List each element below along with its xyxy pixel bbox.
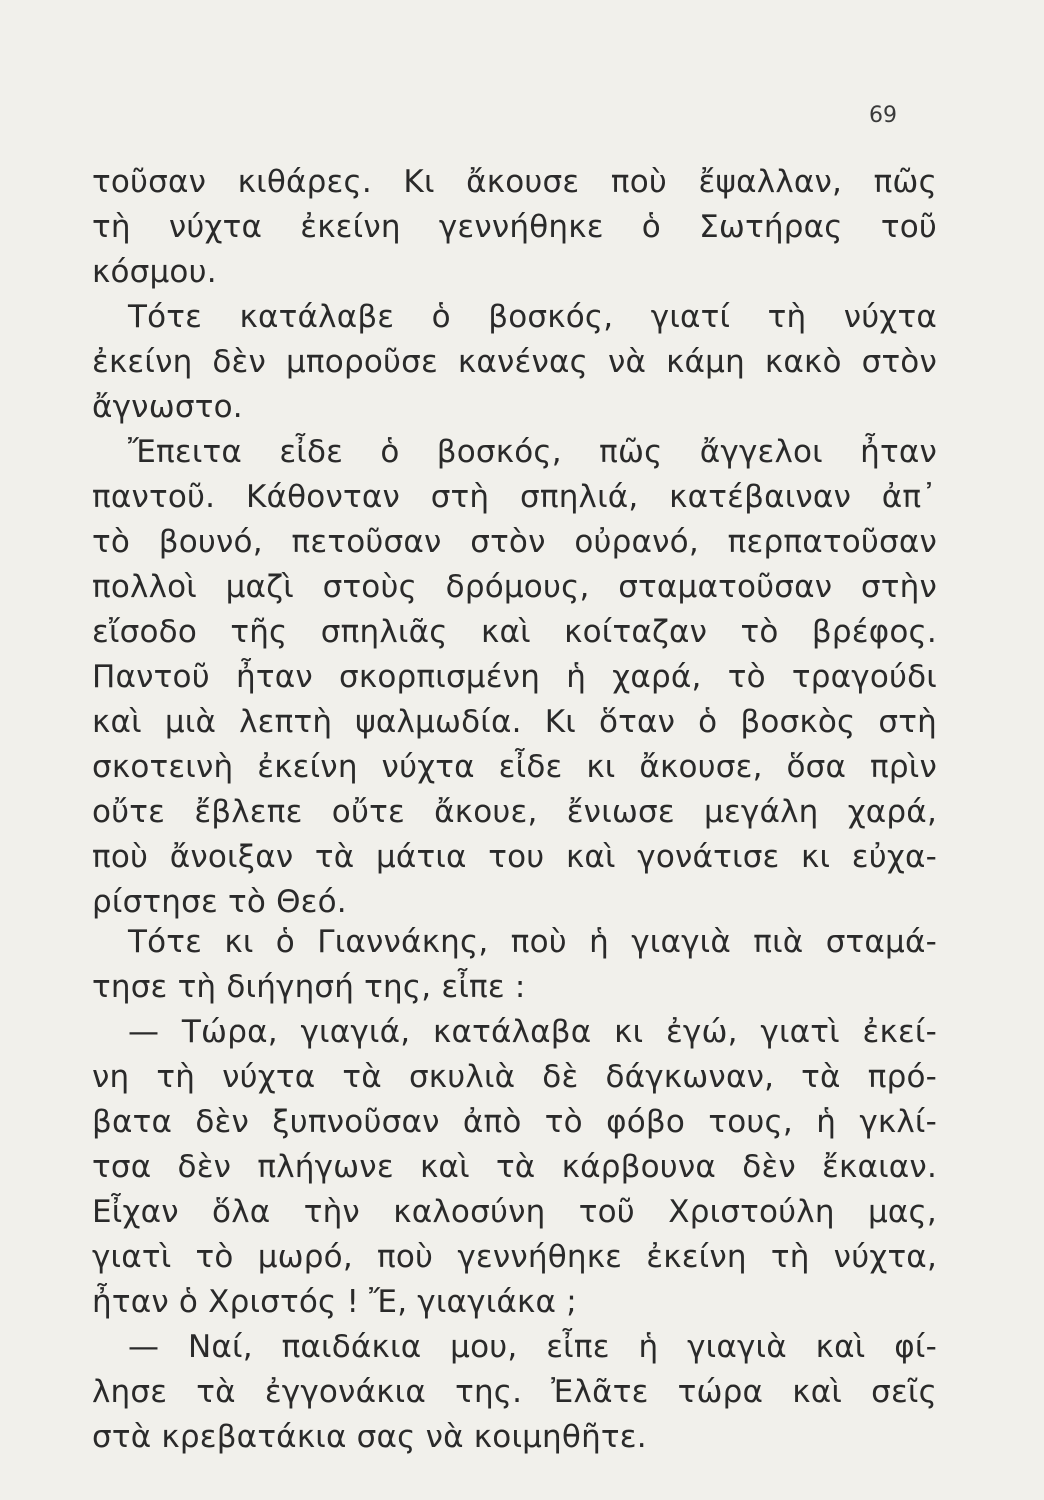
text-line: ρίστησε τὸ Θεό.	[92, 884, 347, 920]
text-line: στὰ κρεβατάκια σας νὰ κοιμηθῆτε.	[92, 1419, 647, 1455]
text-line: βατα δὲν ξυπνοῦσαν ἀπὸ τὸ φόβο τους, ἡ γκλί-	[92, 1104, 937, 1140]
text-line: νη τὴ νύχτα τὰ σκυλιὰ δὲ δάγκωναν, τὰ πρό-	[92, 1059, 937, 1095]
text-line: — Ναί, παιδάκια μου, εἶπε ἡ γιαγιὰ καὶ φί-	[128, 1329, 937, 1365]
text-line: πολλοὶ μαζὶ στοὺς δρόμους, σταματοῦσαν στὴν	[92, 569, 937, 605]
text-line: εἴσοδο τῆς σπηλιᾶς καὶ κοίταζαν τὸ βρέφος.	[92, 614, 937, 650]
text-line: Παντοῦ ἦταν σκορπισμένη ἡ χαρά, τὸ τραγούδι	[92, 659, 937, 695]
text-line: ἄγνωστο.	[92, 389, 243, 425]
text-line: ἐκείνη δὲν μποροῦσε κανένας νὰ κάμη κακὸ στὸν	[92, 344, 937, 380]
text-line: ἦταν ὁ Χριστός ! Ἔ, γιαγιάκα ;	[92, 1284, 577, 1320]
text-line: λησε τὰ ἐγγονάκια της. Ἐλᾶτε τώρα καὶ σεῖς	[92, 1374, 937, 1410]
text-line: Ἔπειτα εἶδε ὁ βοσκός, πῶς ἄγγελοι ἦταν	[128, 434, 937, 470]
text-line: τησε τὴ διήγησή της, εἶπε :	[92, 969, 526, 1005]
text-line: σκοτεινὴ ἐκείνη νύχτα εἶδε κι ἄκουσε, ὅσα πρὶν	[92, 749, 937, 785]
text-line: — Τώρα, γιαγιά, κατάλαβα κι ἐγώ, γιατὶ ἐκεί-	[128, 1014, 937, 1050]
page-number: 69	[869, 103, 897, 128]
text-line: τσα δὲν πλήγωνε καὶ τὰ κάρβουνα δὲν ἔκαιαν.	[92, 1149, 937, 1185]
text-line: Εἶχαν ὅλα τὴν καλοσύνη τοῦ Χριστούλη μας,	[92, 1194, 937, 1230]
text-line: οὔτε ἔβλεπε οὔτε ἄκουε, ἔνιωσε μεγάλη χαρά,	[92, 794, 937, 830]
text-line: τὴ νύχτα ἐκείνη γεννήθηκε ὁ Σωτήρας τοῦ	[92, 209, 937, 245]
text-block-story	[92, 160, 937, 925]
text-line: ποὺ ἄνοιξαν τὰ μάτια του καὶ γονάτισε κι εὐχα-	[92, 839, 937, 875]
text-line: τὸ βουνό, πετοῦσαν στὸν οὐρανό, περπατοῦσαν	[92, 524, 937, 560]
text-line: γιατὶ τὸ μωρό, ποὺ γεννήθηκε ἐκείνη τὴ νύχτα,	[92, 1239, 937, 1275]
text-line: καὶ μιὰ λεπτὴ ψαλμωδία. Κι ὅταν ὁ βοσκὸς στὴ	[92, 704, 937, 740]
text-line: τοῦσαν κιθάρες. Κι ἄκουσε ποὺ ἔψαλλαν, πῶς	[92, 164, 937, 200]
text-block-dialogue	[92, 920, 937, 1460]
text-line: κόσμου.	[92, 254, 217, 290]
text-line: παντοῦ. Κάθονταν στὴ σπηλιά, κατέβαιναν ἀπ᾽	[92, 479, 937, 515]
text-line: Τότε κατάλαβε ὁ βοσκός, γιατί τὴ νύχτα	[128, 299, 937, 335]
text-line: Τότε κι ὁ Γιαννάκης, ποὺ ἡ γιαγιὰ πιὰ σταμά-	[128, 924, 937, 960]
